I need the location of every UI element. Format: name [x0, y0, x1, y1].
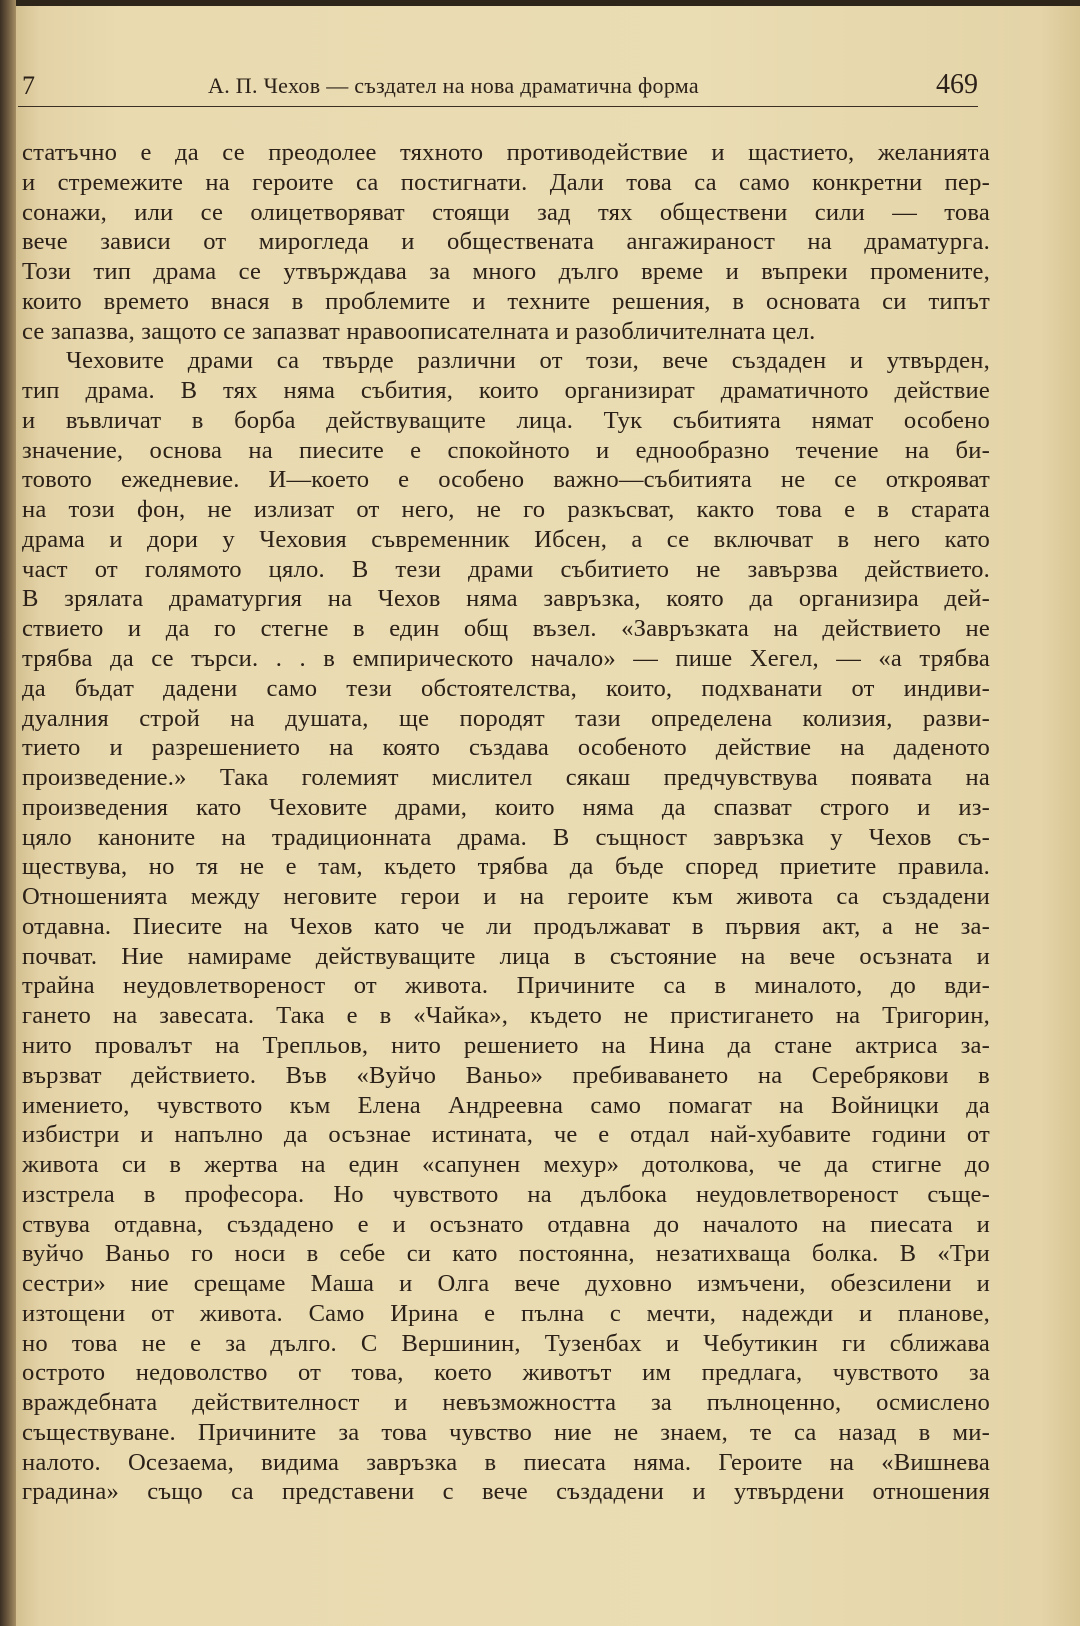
text-line: вече зависи от мирогледа и обществената ангажираност на драматурга.	[22, 228, 990, 256]
text-line: се запазва, защото се запазват нравоописателната и разобличителната цел.	[22, 317, 816, 345]
text-line: част от голямото цяло. В тези драми събитието не завързва действието.	[22, 555, 990, 583]
facing-page-mark: 7	[22, 71, 35, 100]
body-text	[22, 138, 990, 1507]
text-line: и стремежите на героите са постигнати. Дали това са само конкретни пер-	[22, 168, 990, 196]
text-line: Този тип драма се утвърждава за много дълго време и въпреки промените,	[22, 258, 990, 286]
text-line: товото ежедневие. И—което е особено важно—събитията не се открояват	[22, 466, 990, 494]
text-line: острото недоволство от това, което животът им предлага, чувството за	[22, 1359, 990, 1387]
text-line: изтощени от живота. Само Ирина е пълна с мечти, надежди и планове,	[22, 1299, 990, 1327]
text-line: произведение.» Така големият мислител сякаш предчувствува появата на	[22, 764, 990, 792]
text-line: имението, чувството към Елена Андреевна само помагат на Войницки да	[22, 1091, 990, 1119]
text-line: трябва да се търси. . . в емпирическото начало» — пише Хегел, — «а трябва	[22, 645, 990, 673]
text-line: сонажи, или се олицетворяват стоящи зад тях обществени сили — това	[22, 198, 990, 226]
text-line: ществува, но тя не е там, където трябва да бъде според приетите правила.	[22, 853, 990, 881]
text-line: нито провалът на Трепльов, нито решението на Нина да стане актриса за-	[22, 1031, 990, 1059]
text-line: произведения като Чеховите драми, които няма да спазват строго и из-	[22, 793, 990, 821]
text-line: налото. Осезаема, видима завръзка в пиесата няма. Героите на «Вишнева	[22, 1448, 990, 1476]
page-number: 469	[936, 69, 978, 100]
text-line: които времето внася в проблемите и техните решения, в основата си типът	[22, 287, 990, 315]
text-line: вуйчо Ваньо го носи в себе си като постоянна, незатихваща болка. В «Три	[22, 1240, 990, 1268]
running-title: А. П. Чехов — създател на нова драматична форма	[208, 73, 699, 98]
text-line: враждебната действителност и невъзможността за пълноценно, осмислено	[22, 1389, 990, 1417]
text-line: ствува отдавна, създадено е и осъзнато отдавна до началото на пиесата и	[22, 1210, 990, 1238]
page-top-edge	[0, 0, 1080, 6]
page-header	[18, 68, 978, 104]
text-line: почват. Ние намираме действуващите лица в състояние на вече осъзната и	[22, 942, 990, 970]
text-line: изстрела в професора. Но чувството на дълбока неудовлетвореност съще-	[22, 1180, 990, 1208]
text-line: градина» също са представени с вече създадени и утвърдени отношения	[22, 1478, 990, 1506]
text-line: ствието и да го стегне в един общ възел. «Завръзката на действието не	[22, 615, 990, 643]
text-line: и въвличат в борба действуващите лица. Тук събитията нямат особено	[22, 406, 990, 434]
text-line: вързват действието. Във «Вуйчо Ваньо» пребиваването на Серебрякови в	[22, 1061, 990, 1089]
text-line: Чеховите драми са твърде различни от този, вече създаден и утвърден,	[66, 347, 990, 375]
text-line: статъчно е да се преодолее тяхното противодействие и щастието, желанията	[22, 139, 990, 166]
text-line: цяло каноните на традиционната драма. В същност завръзка у Чехов съ-	[22, 823, 990, 851]
text-line: съществуване. Причините за това чувство ние не знаем, те са назад в ми-	[22, 1418, 990, 1446]
text-line: гането на завесата. Така е в «Чайка», където не пристигането на Тригорин,	[22, 1002, 990, 1030]
header-rule	[18, 106, 978, 107]
text-line: В зрялата драматургия на Чехов няма завръзка, която да организира дей-	[22, 585, 990, 613]
text-line: тип драма. В тях няма събития, които организират драматичното действие	[22, 377, 990, 405]
text-line: Отношенията между неговите герои и на героите към живота са създадени	[22, 883, 990, 911]
text-line: дуалния строй на душата, ще породят тази определена колизия, разви-	[22, 704, 990, 732]
text-line: отдавна. Пиесите на Чехов като че ли продължават в първия акт, а не за-	[22, 912, 990, 940]
text-line: но това не е за дълго. С Вершинин, Тузенбах и Чебутикин ги сближава	[22, 1329, 990, 1357]
text-line: тието и разрешението на която създава особеното действие на даденото	[22, 734, 990, 762]
text-line: драма и дори у Чеховия съвременник Ибсен, а се включват в него като	[22, 525, 990, 553]
text-line: сестри» ние срещаме Маша и Олга вече духовно измъчени, обезсилени и	[22, 1270, 990, 1298]
text-line: избистри и напълно да осъзнае истината, че е отдал най-хубавите години от	[22, 1121, 990, 1149]
text-line: значение, основа на пиесите е спокойното и еднообразно течение на би-	[22, 436, 990, 464]
text-line: да бъдат дадени само тези обстоятелства, които, подхванати от индиви-	[22, 674, 990, 702]
text-line: на този фон, не излизат от него, не го разкъсват, както това е в старата	[22, 496, 990, 524]
text-line: живота си в жертва на един «сапунен мехур» дотолкова, че да стигне до	[22, 1151, 990, 1179]
book-spine-shadow	[0, 0, 16, 1626]
text-line: трайна неудовлетвореност от живота. Причините са в миналото, до вди-	[22, 972, 990, 1000]
